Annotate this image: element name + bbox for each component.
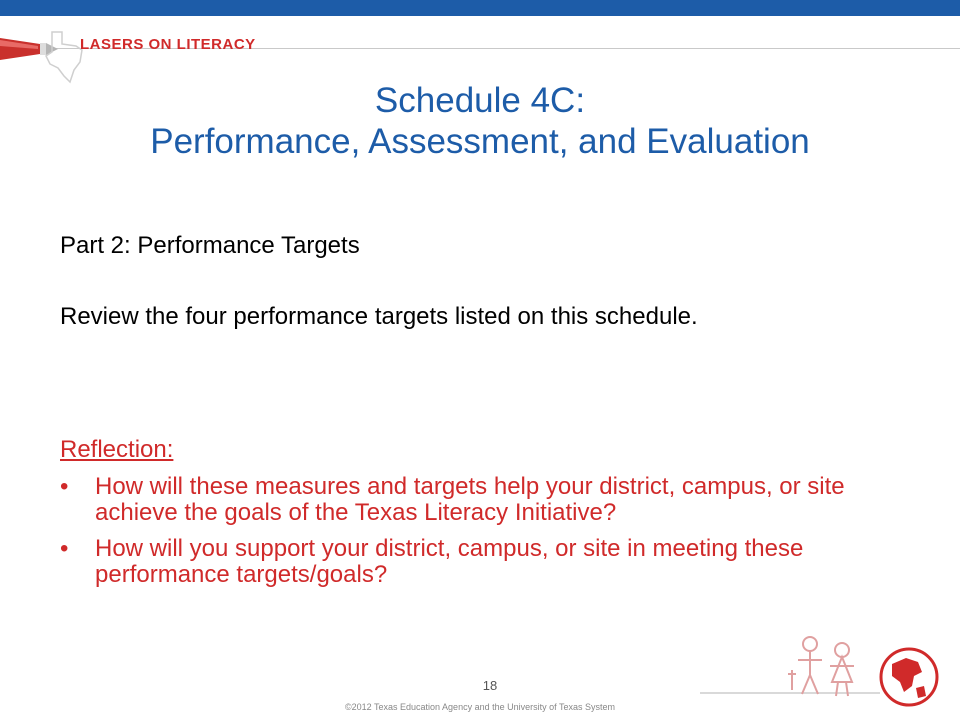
- logo-text: LASERS ON LITERACY: [80, 36, 256, 53]
- reflection-questions: [60, 474, 880, 598]
- list-item: [60, 474, 880, 526]
- title-line-2: Performance, Assessment, and Evaluation: [150, 122, 810, 161]
- copyright-notice: ©2012 Texas Education Agency and the University of Texas System: [345, 702, 615, 712]
- list-item: [60, 536, 880, 588]
- crayon-icon: [0, 38, 58, 60]
- top-accent-bar: [0, 0, 960, 16]
- slide-title: [0, 80, 960, 162]
- bullet-text: How will these measures and targets help your district, campus, or site achieve the goals of the Texas Literacy Initiative?: [95, 473, 845, 526]
- title-line-1: Schedule 4C:: [374, 81, 586, 120]
- bullet-dot-icon: •: [60, 473, 69, 500]
- part-heading: Part 2: Performance Targets: [60, 232, 360, 259]
- texas-outline-icon: [46, 32, 82, 82]
- review-text: Review the four performance targets listed on this schedule.: [60, 303, 698, 330]
- children-drawing-icon: [780, 630, 880, 700]
- reflection-label: Reflection:: [60, 436, 174, 463]
- page-number: 18: [482, 678, 498, 693]
- bullet-text: How will you support your district, campus, or site in meeting these performance targets/goals?: [95, 535, 804, 588]
- globe-icon: [878, 646, 940, 708]
- bullet-dot-icon: •: [60, 535, 69, 562]
